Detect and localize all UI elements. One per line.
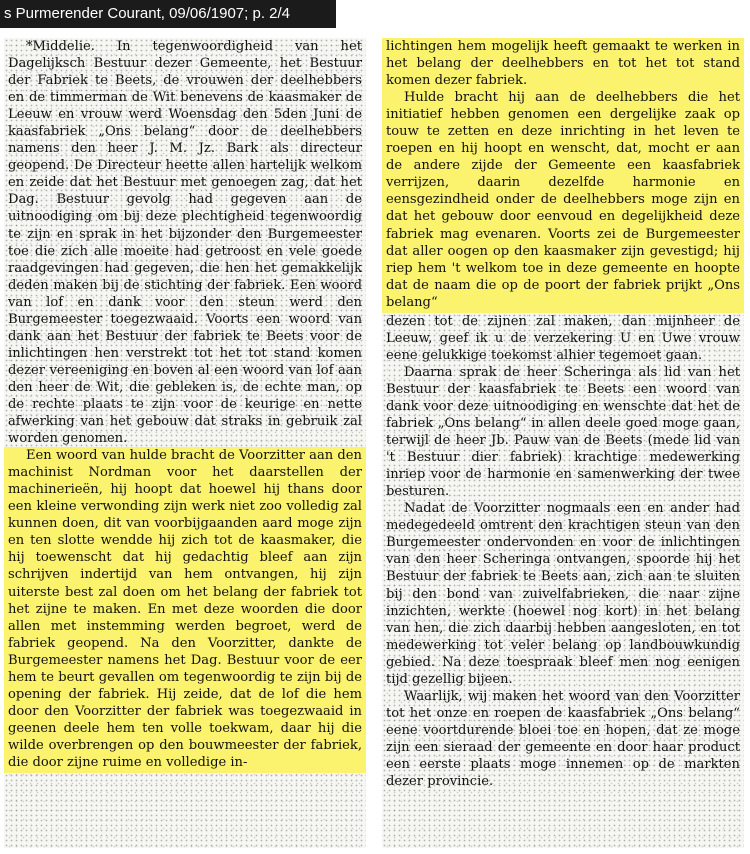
article-paragraph: Daarna sprak de heer Scheringa als lid van het Bestuur der kaasfabriek te Beets een woord van dank voor deze uitnoodiging en wenschte dat het de fabriek „Ons belang“ in allen deele goed moge gaan, terwijl de heer Jb. Pauw van de Beets (mede lid van 't Bestuur dier fabriek) krachtige medewerking inriep voor de harmonie en samenwerking der twee besturen. — [386, 364, 740, 500]
article-paragraph: *Middelie. In tegenwoordigheid van het Dagelijksch Bestuur dezer Gemeente, het Bestuur der Fabriek te Beets, de vrouwen der deelhebbers en de timmerman de Wit benevens de kaasmaker de Leeuw en vrouw werd Woensdag den 5den Juni de kaasfabriek „Ons belang“ door de deelhebbers namens den heer J. M. Jz. Bark als directeur geopend. De Directeur heette allen hartelijk welkom en zeide dat het Bestuur met genoegen zag, dat het Dag. Bestuur gevolg had gegeven aan de uitnoodiging om bij deze plechtigheid tegenwoordig te zijn en sprak in het bijzonder den Burgemeester toe die zich alle moeite had getroost en vele goede raadgevingen had gegeven, die hen het gemakkelijk deden maken bij de stichting der fabriek. Een woord van lof en dank voor den steun werd den Burgemeester toegezwaaid. Voorts een woord van dank aan het Bestuur der fabriek te Beets voor de inlichtingen hen verstrekt tot het tot stand komen dezer vereeniging en boven al een woord van lof aan den heer de Wit, die gebleken is, de echte man, op de rechte plaats te zijn voor de keurige en nette afwerking van het gebouw dat straks in gebruik zal worden genomen. — [8, 39, 362, 447]
article-column-right — [382, 38, 744, 848]
article-paragraph: dezen tot de zijnen zal maken, dan mijnheer de Leeuw, geef ik u de verzekering U en Uwe vrouw eene gelukkige toekomst alhier tegemoet gaan. — [386, 313, 740, 363]
article-column-left — [4, 38, 366, 848]
highlighted-passage — [382, 38, 744, 313]
document-title: s Purmerender Courant, 09/06/1907; p. 2/4 — [4, 5, 291, 22]
highlighted-passage — [4, 447, 366, 773]
article-paragraph: Hulde bracht hij aan de deelhebbers die het initiatief hebben genomen een dergelijke zaak op touw te zetten en deze inrichting in het leven te roepen en hij hoopt en wenscht, dat, mocht er aan de andere zijde der Gemeente een kaasfabriek verrijzen, daarin dezelfde harmonie en eensgezindheid onder de deelhebbers moge zijn en dat het gebouw door eenvoud en degelijkheid deze fabriek mag evenaren. Voorts zei de Burgemeester dat aller oogen op den kaasmaker zijn gevestigd; hij riep hem 't welkom toe in deze gemeente en hoopte dat de naam die op de poort der fabriek prijkt „Ons belang“ — [386, 90, 740, 310]
article-paragraph: lichtingen hem mogelijk heeft gemaakt te werken in het belang der deelhebbers en tot het tot stand komen dezer fabriek. — [386, 39, 740, 89]
article-paragraph: Een woord van hulde bracht de Voorzitter aan den machinist Nordman voor het daarstellen der machinerieën, hij hoopt dat hoewel hij thans door een kleine verwonding zijn werk niet zoo volledig zal kunnen doen, dit van voorbijgaanden aard moge zijn en ten slotte wendde hij zich tot de kaasmaker, die hij toewenscht dat hij gedachtig bleef aan zijn schrijven indertijd van hem ontvangen, hij zijn uiterste best zal doen om het belang der fabriek tot het zijne te maken. En met deze woorden die door allen met instemming werden begroet, werd de fabriek geopend. Na den Voorzitter, dankte de Burgemeester namens het Dag. Bestuur voor de eer hem te beurt gevallen om tegenwoordig te zijn bij de opening der fabriek. Hij zeide, dat de lof die hem door den Voorzitter der fabriek was toegezwaaid in geenen deele hem ten volle toekwam, daar hij die wilde overbrengen op den bouwmeester der fabriek, die door zijne ruime en volledige in- — [8, 448, 362, 770]
document-title-bar — [0, 0, 336, 28]
article-paragraph: Nadat de Voorzitter nogmaals een en ander had medegedeeld omtrent den krachtigen steun van den Burgemeester ondervonden en voor de inlichtingen van den heer Scheringa ontvangen, spoorde hij het Bestuur der fabriek te Beets aan, zich aan te sluiten bij den bond van zuivelfabrieken, die naar zijne inzichten, werkte (hoewel nog kort) in het belang van hen, die zich daarbij hebben aangesloten, en tot medewerking tot veler belang op landbouwkundig gebied. Na deze toespraak bleef men nog eenigen tijd gezellig bijeen. — [386, 501, 740, 687]
article-paragraph: Waarlijk, wij maken het woord van den Voorzitter tot het onze en roepen de kaasfabriek „Ons belang“ eene voortdurende bloei toe en hopen, dat ze moge zijn een sieraad der gemeente en door haar product een eerste plaats moge innemen op de markten dezer provincie. — [386, 688, 740, 790]
